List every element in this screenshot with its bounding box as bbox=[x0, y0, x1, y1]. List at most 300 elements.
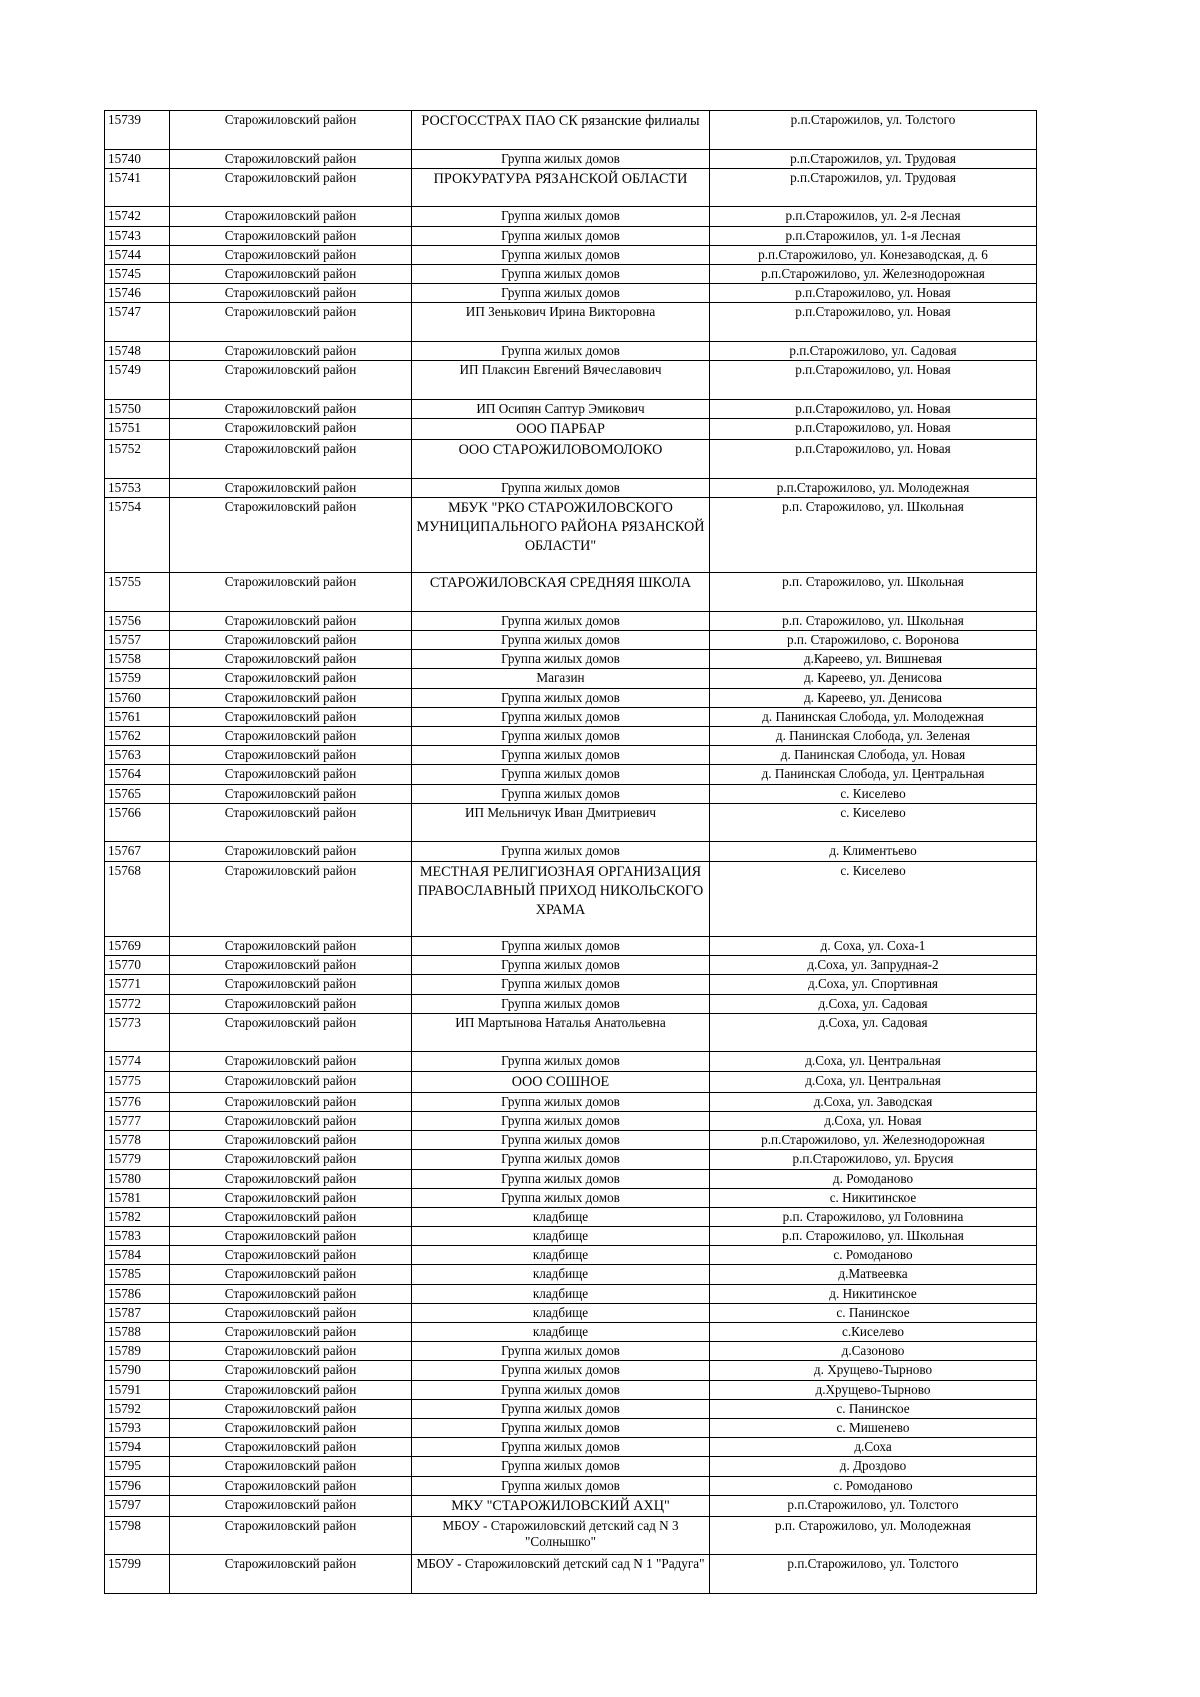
address-cell: р.п.Старожилово, ул. Новая bbox=[710, 284, 1037, 303]
address-cell: д.Соха bbox=[710, 1438, 1037, 1457]
record-number-cell: 15740 bbox=[105, 149, 170, 168]
record-number-cell: 15754 bbox=[105, 497, 170, 573]
table-row bbox=[105, 1399, 1037, 1418]
district-cell: Старожиловский район bbox=[170, 1013, 412, 1052]
record-number-cell: 15797 bbox=[105, 1495, 170, 1516]
organization-cell: Группа жилых домов bbox=[412, 707, 710, 726]
address-cell: с. Киселево bbox=[710, 803, 1037, 842]
organization-cell: кладбище bbox=[412, 1207, 710, 1226]
table-row bbox=[105, 956, 1037, 975]
record-number-cell: 15761 bbox=[105, 707, 170, 726]
address-cell: р.п.Старожилово, ул. Железнодорожная bbox=[710, 264, 1037, 283]
organization-cell: Группа жилых домов bbox=[412, 1052, 710, 1071]
record-number-cell: 15746 bbox=[105, 284, 170, 303]
address-cell: д. Климентьево bbox=[710, 842, 1037, 861]
record-number-cell: 15786 bbox=[105, 1284, 170, 1303]
address-cell: с. Мишенево bbox=[710, 1418, 1037, 1437]
organization-cell: кладбище bbox=[412, 1265, 710, 1284]
district-cell: Старожиловский район bbox=[170, 399, 412, 418]
record-number-cell: 15783 bbox=[105, 1227, 170, 1246]
district-cell: Старожиловский район bbox=[170, 149, 412, 168]
district-cell: Старожиловский район bbox=[170, 765, 412, 784]
address-cell: д.Соха, ул. Центральная bbox=[710, 1071, 1037, 1092]
district-cell: Старожиловский район bbox=[170, 478, 412, 497]
record-number-cell: 15780 bbox=[105, 1169, 170, 1188]
table-row bbox=[105, 1227, 1037, 1246]
district-cell: Старожиловский район bbox=[170, 284, 412, 303]
address-cell: р.п.Старожилово, ул. Новая bbox=[710, 303, 1037, 342]
table-row bbox=[105, 361, 1037, 400]
district-cell: Старожиловский район bbox=[170, 784, 412, 803]
district-cell: Старожиловский район bbox=[170, 1476, 412, 1495]
table-row bbox=[105, 1380, 1037, 1399]
record-number-cell: 15766 bbox=[105, 803, 170, 842]
district-cell: Старожиловский район bbox=[170, 861, 412, 937]
record-number-cell: 15777 bbox=[105, 1111, 170, 1130]
address-cell: д.Матвеевка bbox=[710, 1265, 1037, 1284]
table-row bbox=[105, 573, 1037, 612]
record-number-cell: 15752 bbox=[105, 440, 170, 479]
address-cell: д. Панинская Слобода, ул. Центральная bbox=[710, 765, 1037, 784]
record-number-cell: 15757 bbox=[105, 631, 170, 650]
organization-cell: МБОУ - Старожиловский детский сад N 3 "Солнышко" bbox=[412, 1516, 710, 1555]
district-cell: Старожиловский район bbox=[170, 1342, 412, 1361]
organization-cell: РОСГОССТРАХ ПАО СК рязанские филиалы bbox=[412, 111, 710, 150]
organization-cell: кладбище bbox=[412, 1246, 710, 1265]
table-row bbox=[105, 226, 1037, 245]
district-cell: Старожиловский район bbox=[170, 631, 412, 650]
district-cell: Старожиловский район bbox=[170, 418, 412, 439]
address-cell: с.Киселево bbox=[710, 1323, 1037, 1342]
record-number-cell: 15743 bbox=[105, 226, 170, 245]
record-number-cell: 15784 bbox=[105, 1246, 170, 1265]
record-number-cell: 15755 bbox=[105, 573, 170, 612]
table-row bbox=[105, 418, 1037, 439]
address-cell: р.п. Старожилово, ул. Школьная bbox=[710, 1227, 1037, 1246]
record-number-cell: 15744 bbox=[105, 245, 170, 264]
address-cell: р.п.Старожилово, ул. Садовая bbox=[710, 341, 1037, 360]
record-number-cell: 15781 bbox=[105, 1188, 170, 1207]
table-row bbox=[105, 1013, 1037, 1052]
address-cell: р.п. Старожилово, с. Воронова bbox=[710, 631, 1037, 650]
record-number-cell: 15778 bbox=[105, 1131, 170, 1150]
district-cell: Старожиловский район bbox=[170, 650, 412, 669]
table-row bbox=[105, 1265, 1037, 1284]
district-cell: Старожиловский район bbox=[170, 1399, 412, 1418]
table-row bbox=[105, 1052, 1037, 1071]
district-cell: Старожиловский район bbox=[170, 497, 412, 573]
record-number-cell: 15790 bbox=[105, 1361, 170, 1380]
organization-cell: кладбище bbox=[412, 1227, 710, 1246]
table-row bbox=[105, 341, 1037, 360]
table-row bbox=[105, 1246, 1037, 1265]
table-row bbox=[105, 937, 1037, 956]
record-number-cell: 15768 bbox=[105, 861, 170, 937]
district-cell: Старожиловский район bbox=[170, 1516, 412, 1555]
table-row bbox=[105, 1323, 1037, 1342]
address-cell: д. Кареево, ул. Денисова bbox=[710, 669, 1037, 688]
table-row bbox=[105, 478, 1037, 497]
organization-cell: Группа жилых домов bbox=[412, 611, 710, 630]
address-cell: д. Панинская Слобода, ул. Новая bbox=[710, 746, 1037, 765]
record-number-cell: 15792 bbox=[105, 1399, 170, 1418]
organization-cell: Группа жилых домов bbox=[412, 1150, 710, 1169]
organization-cell: ООО СОШНОЕ bbox=[412, 1071, 710, 1092]
address-cell: с. Ромоданово bbox=[710, 1476, 1037, 1495]
table-row bbox=[105, 207, 1037, 226]
table-row bbox=[105, 1111, 1037, 1130]
record-number-cell: 15772 bbox=[105, 994, 170, 1013]
record-number-cell: 15753 bbox=[105, 478, 170, 497]
organization-cell: кладбище bbox=[412, 1284, 710, 1303]
district-cell: Старожиловский район bbox=[170, 1555, 412, 1594]
organization-cell: Группа жилых домов bbox=[412, 975, 710, 994]
table-row bbox=[105, 688, 1037, 707]
address-cell: р.п. Старожилово, ул Головнина bbox=[710, 1207, 1037, 1226]
address-cell: с. Киселево bbox=[710, 861, 1037, 937]
district-cell: Старожиловский район bbox=[170, 707, 412, 726]
address-cell: р.п.Старожилово, ул. Брусия bbox=[710, 1150, 1037, 1169]
address-cell: р.п.Старожилово, ул. Толстого bbox=[710, 1495, 1037, 1516]
record-number-cell: 15794 bbox=[105, 1438, 170, 1457]
district-cell: Старожиловский район bbox=[170, 1188, 412, 1207]
district-cell: Старожиловский район bbox=[170, 1131, 412, 1150]
address-cell: р.п. Старожилово, ул. Школьная bbox=[710, 497, 1037, 573]
district-cell: Старожиловский район bbox=[170, 688, 412, 707]
table-row bbox=[105, 861, 1037, 937]
record-number-cell: 15779 bbox=[105, 1150, 170, 1169]
address-cell: д.Соха, ул. Новая bbox=[710, 1111, 1037, 1130]
organization-cell: Группа жилых домов bbox=[412, 631, 710, 650]
district-cell: Старожиловский район bbox=[170, 111, 412, 150]
record-number-cell: 15741 bbox=[105, 168, 170, 207]
organization-cell: МБУК "РКО СТАРОЖИЛОВСКОГО МУНИЦИПАЛЬНОГО РАЙОНА РЯЗАНСКОЙ ОБЛАСТИ" bbox=[412, 497, 710, 573]
table-row bbox=[105, 727, 1037, 746]
organization-cell: Группа жилых домов bbox=[412, 1092, 710, 1111]
record-number-cell: 15776 bbox=[105, 1092, 170, 1111]
table-row bbox=[105, 284, 1037, 303]
table-row bbox=[105, 111, 1037, 150]
district-cell: Старожиловский район bbox=[170, 842, 412, 861]
organization-cell: Группа жилых домов bbox=[412, 1361, 710, 1380]
table-row bbox=[105, 975, 1037, 994]
organization-cell: Группа жилых домов bbox=[412, 1418, 710, 1437]
address-cell: д.Соха, ул. Садовая bbox=[710, 1013, 1037, 1052]
record-number-cell: 15767 bbox=[105, 842, 170, 861]
table-row bbox=[105, 1150, 1037, 1169]
records-table bbox=[104, 110, 1037, 1594]
address-cell: д.Соха, ул. Запрудная-2 bbox=[710, 956, 1037, 975]
organization-cell: Группа жилых домов bbox=[412, 1131, 710, 1150]
address-cell: р.п.Старожилов, ул. Трудовая bbox=[710, 149, 1037, 168]
district-cell: Старожиловский район bbox=[170, 1457, 412, 1476]
district-cell: Старожиловский район bbox=[170, 803, 412, 842]
district-cell: Старожиловский район bbox=[170, 1071, 412, 1092]
record-number-cell: 15788 bbox=[105, 1323, 170, 1342]
address-cell: д. Соха, ул. Соха-1 bbox=[710, 937, 1037, 956]
address-cell: д.Соха, ул. Заводская bbox=[710, 1092, 1037, 1111]
record-number-cell: 15750 bbox=[105, 399, 170, 418]
district-cell: Старожиловский район bbox=[170, 573, 412, 612]
record-number-cell: 15764 bbox=[105, 765, 170, 784]
address-cell: с. Никитинское bbox=[710, 1188, 1037, 1207]
organization-cell: Группа жилых домов bbox=[412, 688, 710, 707]
table-row bbox=[105, 1516, 1037, 1555]
record-number-cell: 15798 bbox=[105, 1516, 170, 1555]
record-number-cell: 15765 bbox=[105, 784, 170, 803]
address-cell: д.Сазоново bbox=[710, 1342, 1037, 1361]
organization-cell: кладбище bbox=[412, 1323, 710, 1342]
organization-cell: Группа жилых домов bbox=[412, 284, 710, 303]
district-cell: Старожиловский район bbox=[170, 1361, 412, 1380]
organization-cell: Группа жилых домов bbox=[412, 1111, 710, 1130]
table-row bbox=[105, 1303, 1037, 1322]
table-row bbox=[105, 1188, 1037, 1207]
district-cell: Старожиловский район bbox=[170, 264, 412, 283]
organization-cell: Группа жилых домов bbox=[412, 1476, 710, 1495]
address-cell: р.п.Старожилов, ул. 1-я Лесная bbox=[710, 226, 1037, 245]
organization-cell: Группа жилых домов bbox=[412, 842, 710, 861]
table-row bbox=[105, 1495, 1037, 1516]
organization-cell: Группа жилых домов bbox=[412, 956, 710, 975]
record-number-cell: 15763 bbox=[105, 746, 170, 765]
record-number-cell: 15796 bbox=[105, 1476, 170, 1495]
district-cell: Старожиловский район bbox=[170, 669, 412, 688]
table-row bbox=[105, 149, 1037, 168]
district-cell: Старожиловский район bbox=[170, 975, 412, 994]
record-number-cell: 15745 bbox=[105, 264, 170, 283]
district-cell: Старожиловский район bbox=[170, 1380, 412, 1399]
organization-cell: Группа жилых домов bbox=[412, 1457, 710, 1476]
address-cell: р.п.Старожилов, ул. Толстого bbox=[710, 111, 1037, 150]
table-row bbox=[105, 1131, 1037, 1150]
district-cell: Старожиловский район bbox=[170, 1438, 412, 1457]
organization-cell: Группа жилых домов bbox=[412, 1438, 710, 1457]
table-row bbox=[105, 168, 1037, 207]
organization-cell: Группа жилых домов bbox=[412, 1169, 710, 1188]
organization-cell: ООО СТАРОЖИЛОВОМОЛОКО bbox=[412, 440, 710, 479]
table-row bbox=[105, 803, 1037, 842]
address-cell: р.п.Старожилово, ул. Новая bbox=[710, 399, 1037, 418]
address-cell: р.п.Старожилово, ул. Новая bbox=[710, 361, 1037, 400]
record-number-cell: 15787 bbox=[105, 1303, 170, 1322]
address-cell: д. Дроздово bbox=[710, 1457, 1037, 1476]
address-cell: д. Кареево, ул. Денисова bbox=[710, 688, 1037, 707]
record-number-cell: 15742 bbox=[105, 207, 170, 226]
address-cell: р.п.Старожилов, ул. Трудовая bbox=[710, 168, 1037, 207]
address-cell: р.п.Старожилово, ул. Толстого bbox=[710, 1555, 1037, 1594]
table-row bbox=[105, 784, 1037, 803]
address-cell: р.п.Старожилов, ул. 2-я Лесная bbox=[710, 207, 1037, 226]
organization-cell: Группа жилых домов bbox=[412, 650, 710, 669]
table-row bbox=[105, 611, 1037, 630]
record-number-cell: 15759 bbox=[105, 669, 170, 688]
organization-cell: МЕСТНАЯ РЕЛИГИОЗНАЯ ОРГАНИЗАЦИЯ ПРАВОСЛАВНЫЙ ПРИХОД НИКОЛЬСКОГО ХРАМА bbox=[412, 861, 710, 937]
organization-cell: Группа жилых домов bbox=[412, 207, 710, 226]
record-number-cell: 15758 bbox=[105, 650, 170, 669]
table-row bbox=[105, 1438, 1037, 1457]
address-cell: р.п. Старожилово, ул. Школьная bbox=[710, 573, 1037, 612]
address-cell: д.Соха, ул. Садовая bbox=[710, 994, 1037, 1013]
address-cell: д. Никитинское bbox=[710, 1284, 1037, 1303]
organization-cell: Группа жилых домов bbox=[412, 1380, 710, 1399]
record-number-cell: 15795 bbox=[105, 1457, 170, 1476]
table-row bbox=[105, 399, 1037, 418]
table-row bbox=[105, 707, 1037, 726]
organization-cell: Группа жилых домов bbox=[412, 727, 710, 746]
district-cell: Старожиловский район bbox=[170, 956, 412, 975]
table-row bbox=[105, 1169, 1037, 1188]
table-row bbox=[105, 994, 1037, 1013]
table-row bbox=[105, 650, 1037, 669]
district-cell: Старожиловский район bbox=[170, 1284, 412, 1303]
record-number-cell: 15775 bbox=[105, 1071, 170, 1092]
address-cell: р.п. Старожилово, ул. Молодежная bbox=[710, 1516, 1037, 1555]
record-number-cell: 15762 bbox=[105, 727, 170, 746]
district-cell: Старожиловский район bbox=[170, 1150, 412, 1169]
address-cell: д. Панинская Слобода, ул. Молодежная bbox=[710, 707, 1037, 726]
organization-cell: ООО ПАРБАР bbox=[412, 418, 710, 439]
district-cell: Старожиловский район bbox=[170, 1227, 412, 1246]
district-cell: Старожиловский район bbox=[170, 1092, 412, 1111]
table-row bbox=[105, 1342, 1037, 1361]
organization-cell: ИП Мартынова Наталья Анатольевна bbox=[412, 1013, 710, 1052]
organization-cell: СТАРОЖИЛОВСКАЯ СРЕДНЯЯ ШКОЛА bbox=[412, 573, 710, 612]
table-row bbox=[105, 245, 1037, 264]
address-cell: р.п.Старожилово, ул. Железнодорожная bbox=[710, 1131, 1037, 1150]
organization-cell: Группа жилых домов bbox=[412, 478, 710, 497]
record-number-cell: 15747 bbox=[105, 303, 170, 342]
district-cell: Старожиловский район bbox=[170, 1207, 412, 1226]
address-cell: р.п.Старожилово, ул. Конезаводская, д. 6 bbox=[710, 245, 1037, 264]
district-cell: Старожиловский район bbox=[170, 245, 412, 264]
table-row bbox=[105, 1284, 1037, 1303]
address-cell: с. Ромоданово bbox=[710, 1246, 1037, 1265]
table-row bbox=[105, 1361, 1037, 1380]
district-cell: Старожиловский район bbox=[170, 1418, 412, 1437]
address-cell: р.п.Старожилово, ул. Новая bbox=[710, 418, 1037, 439]
organization-cell: Группа жилых домов bbox=[412, 226, 710, 245]
organization-cell: Группа жилых домов bbox=[412, 245, 710, 264]
record-number-cell: 15785 bbox=[105, 1265, 170, 1284]
organization-cell: Группа жилых домов bbox=[412, 1188, 710, 1207]
organization-cell: Группа жилых домов bbox=[412, 1399, 710, 1418]
organization-cell: МБОУ - Старожиловский детский сад N 1 "Радуга" bbox=[412, 1555, 710, 1594]
record-number-cell: 15771 bbox=[105, 975, 170, 994]
organization-cell: ИП Осипян Саптур Эмикович bbox=[412, 399, 710, 418]
record-number-cell: 15789 bbox=[105, 1342, 170, 1361]
address-cell: р.п. Старожилово, ул. Школьная bbox=[710, 611, 1037, 630]
district-cell: Старожиловский район bbox=[170, 207, 412, 226]
district-cell: Старожиловский район bbox=[170, 440, 412, 479]
table-row bbox=[105, 303, 1037, 342]
address-cell: д.Хрущево-Тырново bbox=[710, 1380, 1037, 1399]
district-cell: Старожиловский район bbox=[170, 1111, 412, 1130]
table-row bbox=[105, 1555, 1037, 1594]
record-number-cell: 15769 bbox=[105, 937, 170, 956]
district-cell: Старожиловский район bbox=[170, 303, 412, 342]
address-cell: д. Панинская Слобода, ул. Зеленая bbox=[710, 727, 1037, 746]
district-cell: Старожиловский район bbox=[170, 611, 412, 630]
table-row bbox=[105, 765, 1037, 784]
record-number-cell: 15756 bbox=[105, 611, 170, 630]
district-cell: Старожиловский район bbox=[170, 1246, 412, 1265]
table-row bbox=[105, 842, 1037, 861]
record-number-cell: 15791 bbox=[105, 1380, 170, 1399]
address-cell: с. Панинское bbox=[710, 1399, 1037, 1418]
district-cell: Старожиловский район bbox=[170, 1169, 412, 1188]
district-cell: Старожиловский район bbox=[170, 1323, 412, 1342]
organization-cell: Группа жилых домов bbox=[412, 937, 710, 956]
address-cell: с. Киселево bbox=[710, 784, 1037, 803]
district-cell: Старожиловский район bbox=[170, 226, 412, 245]
organization-cell: Магазин bbox=[412, 669, 710, 688]
district-cell: Старожиловский район bbox=[170, 361, 412, 400]
table-row bbox=[105, 669, 1037, 688]
organization-cell: Группа жилых домов bbox=[412, 149, 710, 168]
table-row bbox=[105, 1457, 1037, 1476]
district-cell: Старожиловский район bbox=[170, 1495, 412, 1516]
organization-cell: Группа жилых домов bbox=[412, 1342, 710, 1361]
table-row bbox=[105, 631, 1037, 650]
records-table-body bbox=[105, 111, 1037, 1594]
district-cell: Старожиловский район bbox=[170, 727, 412, 746]
organization-cell: ИП Зенькович Ирина Викторовна bbox=[412, 303, 710, 342]
organization-cell: ИП Мельничук Иван Дмитриевич bbox=[412, 803, 710, 842]
organization-cell: ИП Плаксин Евгений Вячеславович bbox=[412, 361, 710, 400]
record-number-cell: 15799 bbox=[105, 1555, 170, 1594]
organization-cell: ПРОКУРАТУРА РЯЗАНСКОЙ ОБЛАСТИ bbox=[412, 168, 710, 207]
table-row bbox=[105, 440, 1037, 479]
district-cell: Старожиловский район bbox=[170, 1052, 412, 1071]
district-cell: Старожиловский район bbox=[170, 1303, 412, 1322]
record-number-cell: 15770 bbox=[105, 956, 170, 975]
organization-cell: Группа жилых домов bbox=[412, 746, 710, 765]
record-number-cell: 15773 bbox=[105, 1013, 170, 1052]
table-row bbox=[105, 746, 1037, 765]
table-row bbox=[105, 1071, 1037, 1092]
table-row bbox=[105, 1092, 1037, 1111]
address-cell: р.п.Старожилово, ул. Молодежная bbox=[710, 478, 1037, 497]
address-cell: р.п.Старожилово, ул. Новая bbox=[710, 440, 1037, 479]
record-number-cell: 15751 bbox=[105, 418, 170, 439]
address-cell: с. Панинское bbox=[710, 1303, 1037, 1322]
district-cell: Старожиловский район bbox=[170, 341, 412, 360]
address-cell: д. Хрущево-Тырново bbox=[710, 1361, 1037, 1380]
address-cell: д.Соха, ул. Центральная bbox=[710, 1052, 1037, 1071]
organization-cell: Группа жилых домов bbox=[412, 994, 710, 1013]
address-cell: д.Кареево, ул. Вишневая bbox=[710, 650, 1037, 669]
record-number-cell: 15739 bbox=[105, 111, 170, 150]
organization-cell: Группа жилых домов bbox=[412, 765, 710, 784]
record-number-cell: 15749 bbox=[105, 361, 170, 400]
table-row bbox=[105, 264, 1037, 283]
address-cell: д.Соха, ул. Спортивная bbox=[710, 975, 1037, 994]
table-row bbox=[105, 497, 1037, 573]
table-row bbox=[105, 1418, 1037, 1437]
district-cell: Старожиловский район bbox=[170, 937, 412, 956]
district-cell: Старожиловский район bbox=[170, 168, 412, 207]
table-row bbox=[105, 1207, 1037, 1226]
organization-cell: Группа жилых домов bbox=[412, 784, 710, 803]
organization-cell: Группа жилых домов bbox=[412, 264, 710, 283]
district-cell: Старожиловский район bbox=[170, 746, 412, 765]
organization-cell: кладбище bbox=[412, 1303, 710, 1322]
record-number-cell: 15782 bbox=[105, 1207, 170, 1226]
record-number-cell: 15760 bbox=[105, 688, 170, 707]
table-row bbox=[105, 1476, 1037, 1495]
district-cell: Старожиловский район bbox=[170, 1265, 412, 1284]
